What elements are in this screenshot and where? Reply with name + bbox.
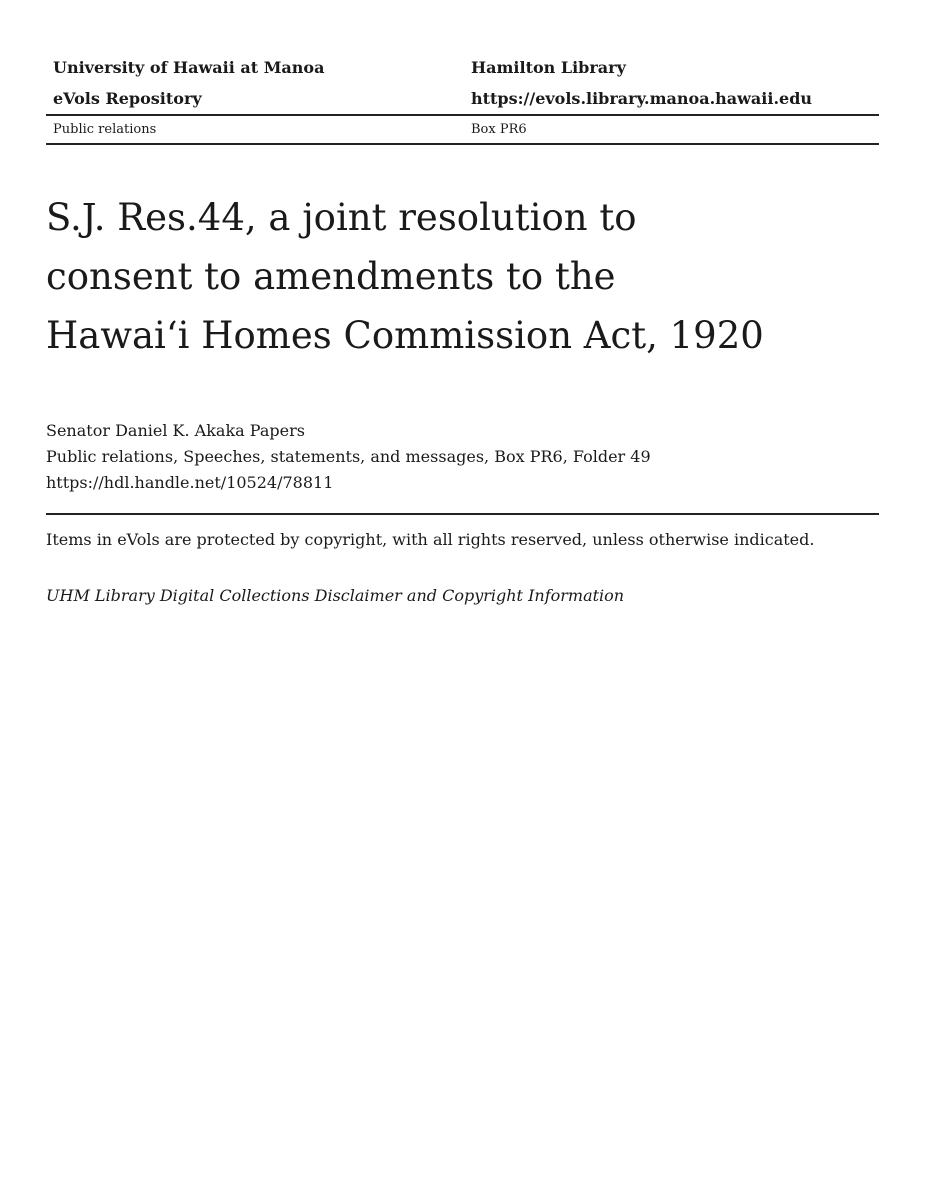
- header-row-1: [46, 52, 879, 83]
- header-table: [46, 52, 879, 145]
- library-name: Hamilton Library: [471, 58, 626, 77]
- repository-url[interactable]: https://evols.library.manoa.hawaii.edu: [471, 89, 813, 108]
- box-label: Box PR6: [471, 122, 527, 137]
- header-divider-bottom: [46, 143, 879, 145]
- institution-name: University of Hawaii at Manoa: [53, 58, 325, 77]
- copyright-notice: Items in eVols are protected by copyright, with all rights reserved, unless otherwise indicated.: [46, 530, 815, 549]
- header-row-3: [46, 116, 879, 143]
- header-row-2: [46, 83, 879, 114]
- footer-divider: [46, 513, 879, 515]
- series-label: Public relations: [53, 122, 157, 137]
- collection-name: Senator Daniel K. Akaka Papers: [46, 421, 305, 440]
- title-line: Hawai‘i Homes Commission Act, 1920: [46, 314, 764, 357]
- document-metadata: [46, 418, 879, 496]
- document-title: [46, 188, 866, 365]
- title-line: S.J. Res.44, a joint resolution to: [46, 196, 637, 239]
- handle-link[interactable]: https://hdl.handle.net/10524/78811: [46, 473, 334, 492]
- title-line: consent to amendments to the: [46, 255, 616, 298]
- disclaimer-link[interactable]: UHM Library Digital Collections Disclaimer and Copyright Information: [46, 586, 625, 605]
- repository-name: eVols Repository: [53, 89, 202, 108]
- folder-location: Public relations, Speeches, statements, and messages, Box PR6, Folder 49: [46, 447, 651, 466]
